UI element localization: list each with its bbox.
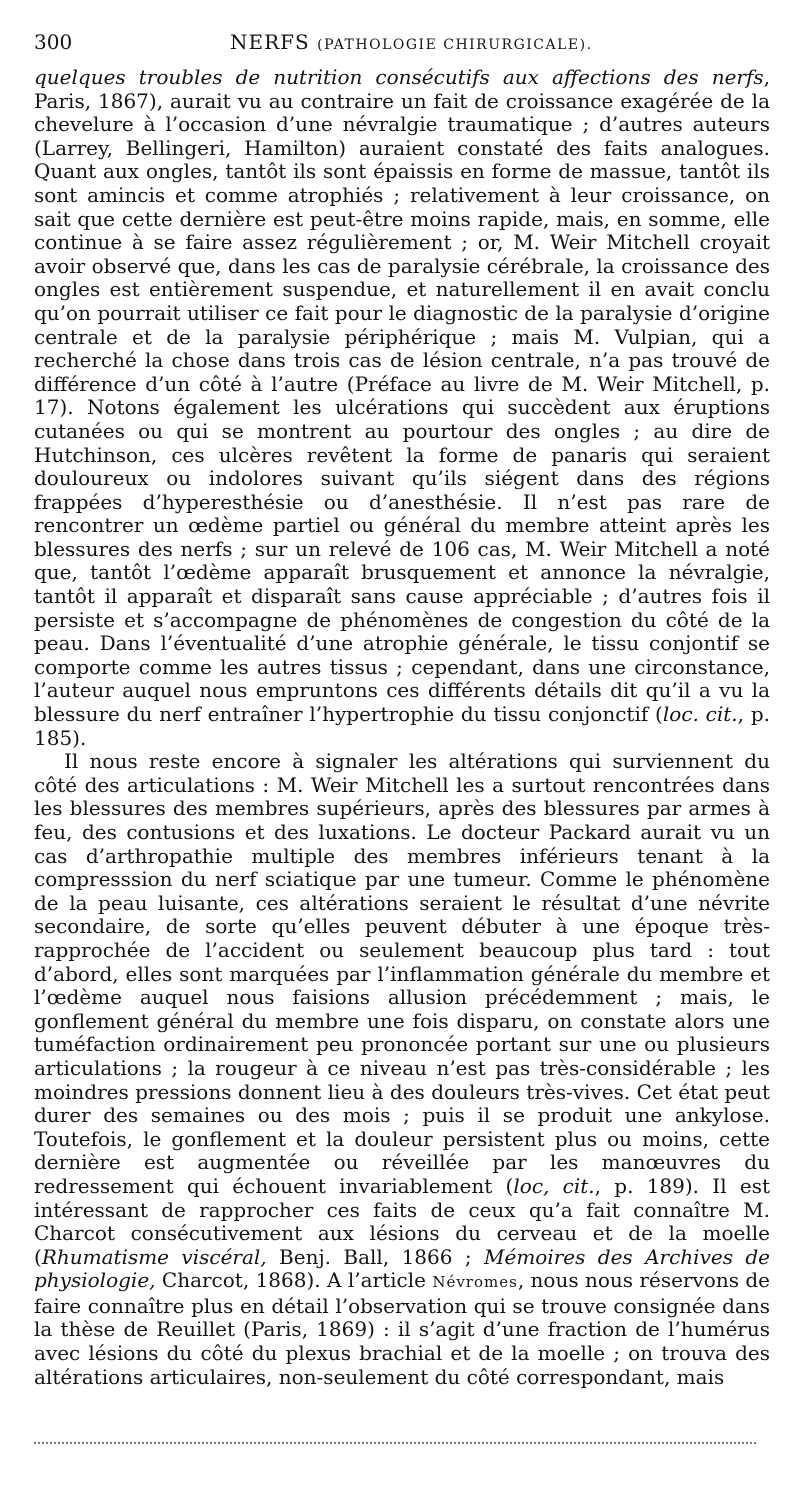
body-text: , Paris, 1867), aurait vu au contraire un fait de croissance exagérée de la chevelure à l’occasion d’une névralgie traumatique ; d’autres auteurs (Larrey, Bellingeri, Hamilton) auraient constaté des faits analogues. Quant aux ongles, tantôt ils sont épaissis en forme de massue, tantôt ils sont amincis et comme atrophiés ; relativement à leur croissance, on sait que cette dernière est peut-être moins rapide, mais, en somme, elle continue à se faire assez régulièrement ; or, M. Weir Mitchell croyait avoir observé que, dans les cas de paralysie cérébrale, la croissance des ongles est entièrement suspendue, et naturellement il en avait conclu qu’on pourrait utiliser ce fait pour le diagnostic de la paralysie d’origine centrale et de la paralysie périphérique ; mais M. Vulpian, qui a recherché la chose dans trois cas de lésion centrale, n’a pas trouvé de différence d’un côté à l’autre (Préface au livre de M. Weir Mitchell, p. 17). Notons également les ulcérations qui succèdent aux éruptions cutanées ou qui se montrent au pourtour des ongles ; au dire de Hutchinson, ces ulcères revêtent la forme de panaris qui seraient douloureux ou indolores suivant qu’ils siégent dans des régions frappées d’hyperesthésie ou d’anesthésie. Il n’est pas rare de rencontrer un œdème partiel ou général du membre atteint après les blessures des nerfs ; sur un relevé de 106 cas, M. Weir Mitchell a noté que, tantôt l’œdème apparaît brusquement et annonce la névralgie, tantôt il apparaît et disparaît sans cause appréciable ; d’autres fois il persiste et s’accompagne de phénomènes de congestion du côté de la peau. Dans l’éventualité d’une atrophie générale, le tissu conjontif se comporte comme les autres tissus ; cependant, dans une circonstance, l’auteur auquel nous empruntons ces différents détails dit qu’il a vu la blessure du nerf entraîner l’hypertrophie du tissu conjonctif ( [34, 65, 770, 727]
body-text: , p. 189). Il est intéressant de rapprocher ces faits de ceux qu’a fait connaître M. Charcot consécutivement aux lésions du cerveau et de la moelle ( [34, 1173, 771, 1269]
paragraph [34, 750, 770, 1389]
body-text: , nous nous réservons de faire connaître plus en détail l’observation qui se trouve consignée dans la thèse de Reuillet (Paris, 1869) : il s’agit d’une fraction de l’humérus avec lésions du côté du plexus brachial et de la moelle ; on trouva des altérations articulaires, non-seulement du côté correspondant, mais [34, 1268, 770, 1389]
paragraph-continued [34, 66, 770, 750]
italic-text: loc, cit. [513, 1173, 595, 1198]
running-title [230, 30, 593, 54]
italic-text: Mémoires des Archives de physiologie, [34, 1244, 770, 1293]
running-title-main: NERFS [230, 30, 310, 54]
body-text: Il nous reste encore à signaler les altérations qui surviennent du côté des articulations : M. Weir Mitchell les a surtout rencontrées dans les blessures des membres supérieurs, après des blessures par armes à feu, des contusions et des luxations. Le docteur Packard aurait vu un cas d’arthropathie multiple des membres inférieurs tenant à la compresssion du nerf sciatique par une tumeur. Comme le phénomène de la peau luisante, ces altérations seraient le résultat d’une névrite secondaire, de sorte qu’elles peuvent débuter à une époque très-rapprochée de l’accident ou seulement beaucoup plus tard : tout d’abord, elles sont marquées par l’inflammation générale du membre et l’œdème auquel nous faisions allusion précédemment ; mais, le gonflement général du membre une fois disparu, on constate alors une tuméfaction ordinairement peu prononcée portant sur une ou plusieurs articulations ; la rougeur à ce niveau n’est pas très-considérable ; les moindres pressions donnent lieu à des douleurs très-vives. Cet état peut durer des semaines ou des mois ; puis il se produit une ankylose. Toutefois, le gonflement et la douleur persistent plus ou moins, cette dernière est augmentée ou réveillée par les manœuvres du redressement qui échouent invariablement ( [34, 749, 770, 1198]
page-body [34, 66, 770, 1389]
small-caps-text: Névromes [432, 1273, 518, 1292]
page-header [34, 30, 770, 64]
body-text: , p. 185). [34, 702, 770, 750]
italic-text: quelques troubles de nutrition consécutifs aux affections des nerfs [34, 65, 764, 89]
body-text: Charcot, 1868). A l’article [155, 1268, 433, 1293]
page-number: 300 [34, 30, 73, 54]
body-text: Benj. Ball, 1866 ; [266, 1244, 485, 1269]
italic-text: Rhumatisme viscéral, [41, 1244, 267, 1269]
italic-text: loc. cit. [662, 702, 738, 727]
running-title-subtitle: (PATHOLOGIE CHIRURGICALE). [317, 37, 593, 53]
footer-dotted-rule [34, 1442, 756, 1444]
